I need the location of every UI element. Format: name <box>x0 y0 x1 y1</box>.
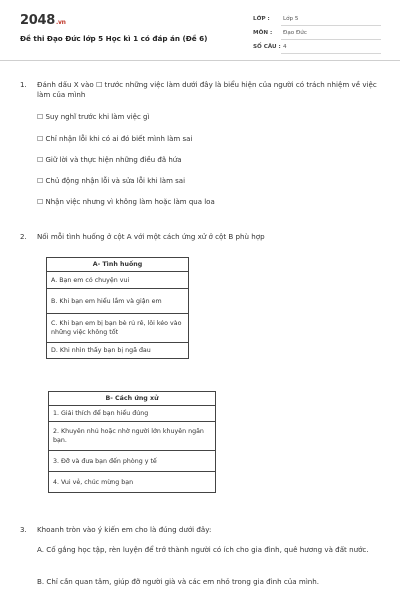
table-b-header: B- Cách ứng xử <box>49 392 216 406</box>
question-3-option[interactable]: B. Chỉ cần quan tâm, giúp đỡ người già và các em nhỏ trong gia đình của mình. <box>37 577 320 586</box>
meta-divider <box>281 53 381 54</box>
question-1-option[interactable]: ☐ Suy nghĩ trước khi làm việc gì <box>37 113 150 121</box>
meta-class-key: LỚP : <box>253 16 270 22</box>
meta-subject-value: Đạo Đức <box>283 30 307 36</box>
meta-count-key: SỐ CÂU : <box>253 44 281 50</box>
table-responses <box>48 391 216 493</box>
table-b-row: 4. Vui vẻ, chúc mừng bạn <box>49 472 216 493</box>
meta-divider <box>281 39 381 40</box>
question-1-option[interactable]: ☐ Chỉ nhận lỗi khi có ai đó biết mình làm sai <box>37 135 193 143</box>
question-3-number: 3. <box>20 525 27 534</box>
table-a-row: A. Bạn em có chuyện vui <box>47 272 189 289</box>
meta-divider <box>281 25 381 26</box>
question-1-option[interactable]: ☐ Giữ lời và thực hiện những điều đã hứa <box>37 156 182 164</box>
site-logo[interactable] <box>20 13 66 28</box>
meta-class-value: Lớp 5 <box>283 16 299 22</box>
logo-text: 2048 <box>20 13 55 28</box>
question-2-text: Nối mỗi tình huống ở cột A với một cách ứng xử ở cột B phù hợp <box>37 232 265 241</box>
question-1-number: 1. <box>20 80 27 89</box>
table-b-row: 1. Giải thích để bạn hiểu đúng <box>49 406 216 422</box>
table-situations <box>46 257 189 359</box>
table-a-row: B. Khi bạn em hiểu lầm và giận em <box>47 289 189 314</box>
table-a-row: D. Khi nhìn thấy bạn bị ngã đau <box>47 343 189 359</box>
table-b-row: 2. Khuyên nhủ hoặc nhờ người lớn khuyên ngăn bạn. <box>49 422 216 451</box>
table-a-row: C. Khi bạn em bị bạn bè rủ rê, lôi kéo vào những việc không tốt <box>47 314 189 343</box>
meta-count-value: 4 <box>283 44 287 50</box>
table-a-header: A- Tình huống <box>47 258 189 272</box>
question-1-text: Đánh dấu X vào ☐ trước những việc làm dưới đây là biểu hiện của người có trách nhiệm về việc làm của mình <box>37 80 377 100</box>
question-2-number: 2. <box>20 232 27 241</box>
question-3-option[interactable]: A. Cố gắng học tập, rèn luyện để trở thành người có ích cho gia đình, quê hương và đất nước. <box>37 545 369 554</box>
logo-suffix: .vn <box>55 19 66 26</box>
header-divider <box>0 60 400 61</box>
question-3-text: Khoanh tròn vào ý kiến em cho là đúng dưới đây: <box>37 525 212 534</box>
meta-subject-key: MÔN : <box>253 30 273 36</box>
question-1-option[interactable]: ☐ Chủ động nhận lỗi và sửa lỗi khi làm sai <box>37 177 186 185</box>
page-title: Đề thi Đạo Đức lớp 5 Học kì 1 có đáp án (Đề 6) <box>20 34 208 43</box>
table-b-row: 3. Đỡ và đưa bạn đến phòng y tế <box>49 451 216 472</box>
question-1-option[interactable]: ☐ Nhận việc nhưng vì không làm hoặc làm qua loa <box>37 198 215 206</box>
